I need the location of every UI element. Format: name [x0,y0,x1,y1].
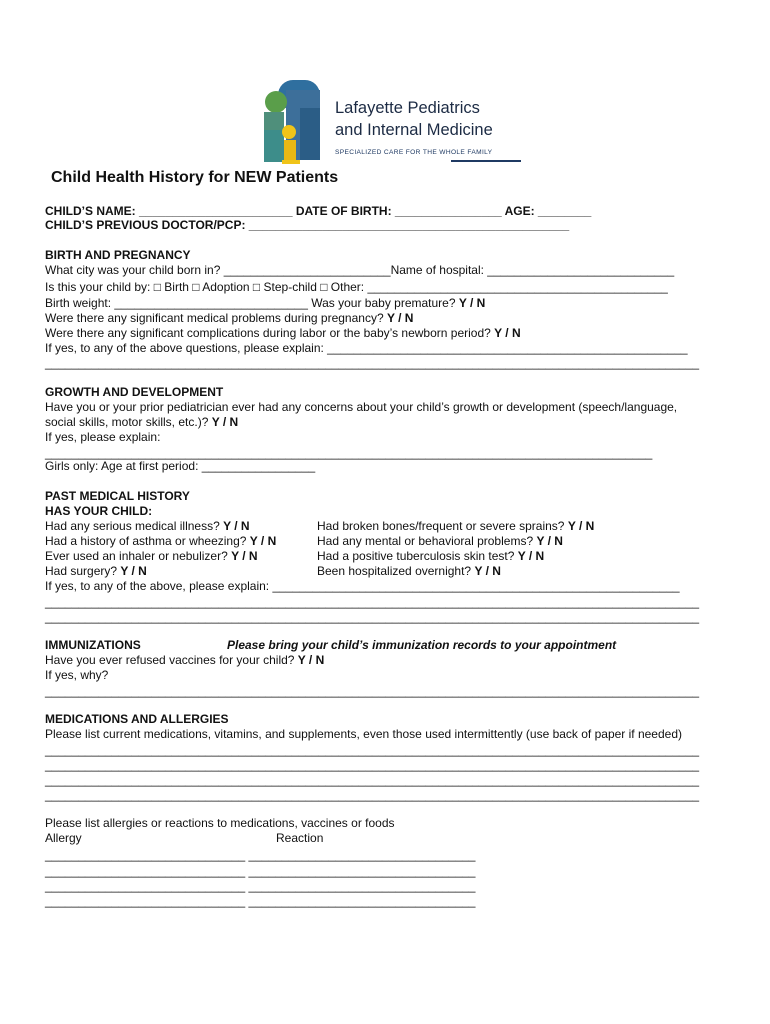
history-left-item[interactable]: Had surgery? Y / N [45,564,147,578]
previous-doctor-line[interactable]: CHILD’S PREVIOUS DOCTOR/PCP: ________________________________________________ [45,218,570,232]
refused-vaccines-line[interactable]: Have you ever refused vaccines for your child? Y / N [45,653,325,667]
birth-heading: BIRTH AND PREGNANCY [45,248,191,262]
history-right-item[interactable]: Had any mental or behavioral problems? Y / N [317,534,563,548]
immunizations-heading: IMMUNIZATIONS [45,638,141,652]
history-right-item[interactable]: Had a positive tuberculosis skin test? Y / N [317,549,545,563]
practice-name: Lafayette Pediatrics and Internal Medicine [335,99,493,139]
medications-heading: MEDICATIONS AND ALLERGIES [45,712,229,726]
growth-question: Have you or your prior pediatrician ever had any concerns about your child’s growth or development (speech/language, [45,400,678,414]
practice-logo [262,78,522,166]
history-left-item[interactable]: Had any serious medical illness? Y / N [45,519,250,533]
birth-city-hospital-line[interactable]: What city was your child born in? _________________________Name of hospital: ____________________________ [45,263,675,277]
form-title: Child Health History for NEW Patients [51,169,339,186]
history-right-item[interactable]: Had broken bones/frequent or severe sprains? Y / N [317,519,595,533]
birth-weight-line[interactable]: Birth weight: _____________________________ Was your baby premature? Y / N [45,296,486,310]
allergy-row[interactable]: ______________________________ __________________________________ [45,864,476,878]
history-subheading: HAS YOUR CHILD: [45,504,153,518]
refused-why-label: If yes, why? [45,668,109,682]
immunization-note: Please bring your child’s immunization records to your appointment [227,638,617,652]
birth-blank-line[interactable]: __________________________________________________________________________________________________ [45,356,700,370]
medications-instructions: Please list current medications, vitamins, and supplements, even those used intermittently (use back of paper if needed) [45,727,683,741]
allergy-row[interactable]: ______________________________ __________________________________ [45,879,476,893]
history-heading: PAST MEDICAL HISTORY [45,489,190,503]
history-blank-line[interactable]: __________________________________________________________________________________________________ [45,610,700,624]
birth-explain-line[interactable]: If yes, to any of the above questions, please explain: ______________________________________________________ [45,341,688,355]
growth-heading: GROWTH AND DEVELOPMENT [45,385,224,399]
first-period-line[interactable]: Girls only: Age at first period: _________________ [45,459,316,473]
allergy-row[interactable]: ______________________________ __________________________________ [45,848,476,862]
medications-blank-line[interactable]: __________________________________________________________________________________________________ [45,788,700,802]
family-figures-icon [262,78,328,166]
practice-tagline: SPECIALIZED CARE FOR THE WHOLE FAMILY [335,149,493,156]
allergy-column-label: Allergy [45,831,82,845]
reaction-column-label: Reaction [276,831,324,845]
growth-explain-label: If yes, please explain: [45,430,161,444]
medications-blank-line[interactable]: __________________________________________________________________________________________________ [45,758,700,772]
history-blank-line[interactable]: __________________________________________________________________________________________________ [45,595,700,609]
growth-question-cont[interactable]: social skills, motor skills, etc.)? Y / N [45,415,239,429]
medications-blank-line[interactable]: __________________________________________________________________________________________________ [45,773,700,787]
history-explain-line[interactable]: If yes, to any of the above, please explain: _____________________________________________________________ [45,579,680,593]
pregnancy-problems-line[interactable]: Were there any significant medical problems during pregnancy? Y / N [45,311,414,325]
child-by-line[interactable]: Is this your child by: □ Birth □ Adoption □ Step-child □ Other: _____________________________________________ [45,280,668,294]
child-name-dob-age-line[interactable]: CHILD’S NAME: _______________________ DATE OF BIRTH: ________________ AGE: ________ [45,204,592,218]
history-left-item[interactable]: Ever used an inhaler or nebulizer? Y / N [45,549,258,563]
allergies-intro: Please list allergies or reactions to medications, vaccines or foods [45,816,395,830]
history-left-item[interactable]: Had a history of asthma or wheezing? Y / N [45,534,277,548]
tagline-underline [451,160,521,162]
growth-blank-line[interactable]: ___________________________________________________________________________________________ [45,446,653,460]
medications-blank-line[interactable]: __________________________________________________________________________________________________ [45,743,700,757]
allergy-row[interactable]: ______________________________ __________________________________ [45,894,476,908]
immunizations-blank-line[interactable]: __________________________________________________________________________________________________ [45,684,700,698]
labor-complications-line[interactable]: Were there any significant complications during labor or the baby’s newborn period? Y / N [45,326,521,340]
history-right-item[interactable]: Been hospitalized overnight? Y / N [317,564,501,578]
